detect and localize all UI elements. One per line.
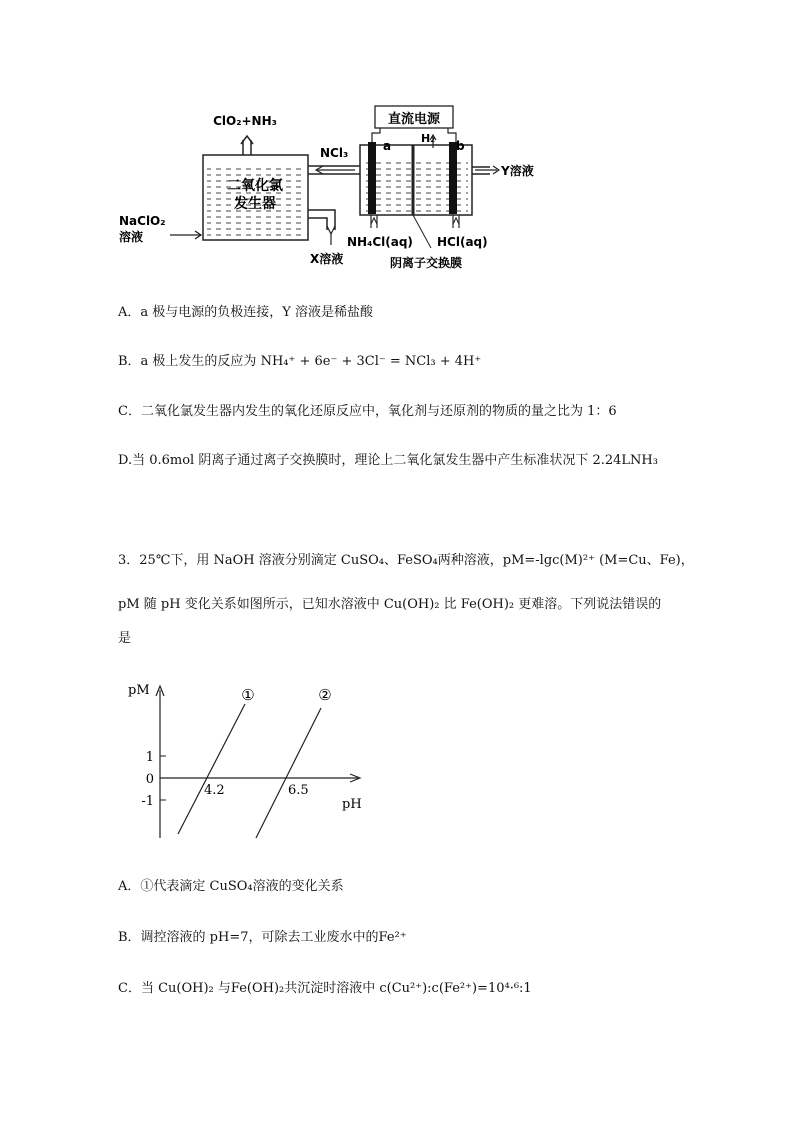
series-1-label: ①: [241, 686, 255, 704]
q2-option-d: D.当 0.6mol 阴离子通过离子交换膜时，理论上二氧化氯发生器中产生标准状况下 2.24LNH₃: [118, 453, 658, 468]
q2-option-a: A．a 极与电源的负极连接，Y 溶液是稀盐酸: [118, 305, 373, 320]
q3-option-b: B．调控溶液的 pH=7，可除去工业废水中的Fe²⁺: [118, 930, 407, 945]
q2-option-b-prefix: B．a 极上发生的反应为: [118, 354, 261, 369]
pm-ph-svg: [120, 678, 370, 843]
q2-option-b: [118, 353, 481, 371]
label-naclo2-solution: 溶液: [119, 230, 144, 244]
q2-option-c: C．二氧化氯发生器内发生的氧化还原反应中，氧化剂与还原剂的物质的量之比为 1：6: [118, 404, 617, 419]
electrolysis-diagram: [115, 100, 534, 280]
series-2-label: ②: [318, 686, 332, 704]
y-tick-label-neg1: -1: [141, 794, 154, 809]
q3-stem-line-3: 是: [118, 631, 132, 646]
label-h2: H₂: [421, 132, 436, 145]
x-intercept-label-1: 4.2: [204, 783, 225, 798]
series-2-line: [256, 708, 321, 838]
power-source-label: 直流电源: [387, 112, 441, 127]
q3-stem-line-2: pM 随 pH 变化关系如图所示，已知水溶液中 Cu(OH)₂ 比 Fe(OH)₂ 更难溶。下列说法错误的: [118, 597, 662, 612]
electrode-a-label: a: [383, 139, 392, 153]
electrolysis-svg: [115, 100, 534, 280]
label-naclo2: NaClO₂: [119, 214, 166, 228]
q3-option-a: A．①代表滴定 CuSO₄溶液的变化关系: [118, 879, 344, 894]
label-clo2-nh3: ClO₂+NH₃: [213, 114, 277, 128]
label-membrane: 阴离子交换膜: [390, 256, 463, 270]
pm-ph-chart: [120, 678, 370, 843]
y-tick-label-1: 1: [145, 750, 154, 765]
q2-option-b-equation: NH₄⁺ + 6e⁻ + 3Cl⁻ = NCl₃ + 4H⁺: [260, 354, 482, 369]
label-x-solution: X溶液: [310, 252, 344, 266]
x-intercept-label-2: 6.5: [288, 783, 309, 798]
label-nh4cl: NH₄Cl(aq): [347, 235, 413, 249]
y-tick-label-0: 0: [145, 772, 154, 787]
y-axis-label: pM: [128, 683, 150, 698]
generator-label-1: 二氧化氯: [227, 178, 283, 194]
label-hcl: HCl(aq): [437, 235, 488, 249]
label-ncl3: NCl₃: [320, 146, 349, 160]
x-axis-label: pH: [342, 797, 362, 812]
q3-stem-line-1: 3．25℃下，用 NaOH 溶液分别滴定 CuSO₄、FeSO₄两种溶液，pM=-lgc(M)²⁺ (M=Cu、Fe)，: [118, 553, 694, 568]
q3-option-c: C．当 Cu(OH)₂ 与Fe(OH)₂共沉淀时溶液中 c(Cu²⁺):c(Fe²⁺)=10⁴·⁶:1: [118, 981, 532, 996]
generator-label-2: 发生器: [234, 196, 276, 212]
electrode-a: [368, 142, 376, 214]
electrode-b-label: b: [456, 139, 465, 153]
series-1-line: [178, 704, 245, 834]
label-y-solution: Y溶液: [501, 164, 534, 178]
